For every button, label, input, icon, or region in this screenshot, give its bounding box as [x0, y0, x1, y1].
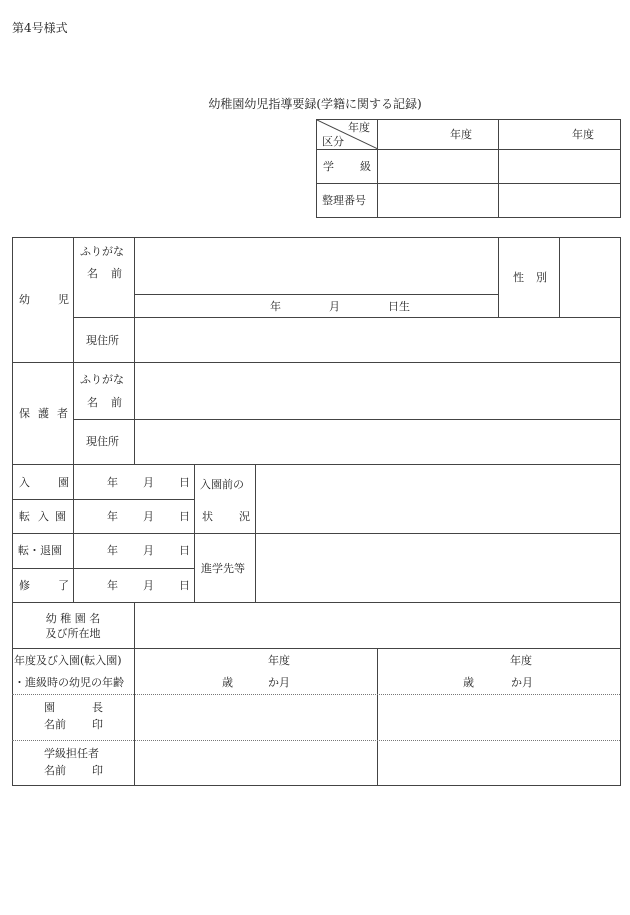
child-name-field[interactable] [135, 238, 498, 294]
complete-label-2: 了 [58, 579, 69, 592]
entry-month: 月 [143, 476, 154, 489]
teacher-field-1[interactable] [135, 741, 377, 785]
complete-day: 日 [179, 579, 190, 592]
withdraw-month: 月 [143, 544, 154, 557]
sex-label-1: 性 [513, 271, 524, 284]
transfer-day: 日 [179, 510, 190, 523]
age-year-1: 年度 [268, 654, 290, 667]
col2-year: 年度 [572, 128, 594, 141]
age-year-2: 年度 [510, 654, 532, 667]
principal-label-2: 長 [92, 701, 103, 714]
col1-year: 年度 [450, 128, 472, 141]
serial-label: 整理番号 [322, 194, 366, 207]
next-school-field[interactable] [256, 534, 620, 602]
child-address-label: 現住所 [86, 334, 119, 347]
age-months-2: か月 [511, 676, 533, 689]
form-number: 第4号様式 [12, 21, 68, 35]
child-furigana-label: ふりがな [80, 245, 124, 258]
principal-seal-label: 印 [92, 718, 103, 731]
birth-year: 年 [270, 300, 281, 313]
withdraw-day: 日 [179, 544, 190, 557]
sex-field[interactable] [560, 238, 620, 317]
age-years-1: 歳 [222, 676, 233, 689]
transfer-in-label-1: 転 [19, 510, 30, 523]
class-label-2: 級 [360, 160, 371, 173]
birth-month: 月 [329, 300, 340, 313]
complete-label-1: 修 [19, 579, 30, 592]
age-label-2: ・進級時の幼児の年齢 [14, 676, 124, 689]
teacher-field-2[interactable] [378, 741, 620, 785]
child-name-label-2: 前 [111, 267, 122, 280]
guardian-label-1: 保 [19, 407, 30, 420]
pre-status-field[interactable] [256, 465, 620, 533]
age-years-2: 歳 [463, 676, 474, 689]
principal-field-1[interactable] [135, 695, 377, 740]
withdraw-label: 転・退園 [18, 544, 62, 557]
class-field-2[interactable] [499, 150, 620, 183]
transfer-month: 月 [143, 510, 154, 523]
transfer-year: 年 [107, 510, 118, 523]
serial-field-2[interactable] [499, 184, 620, 217]
page-title: 幼稚園幼児指導要録(学籍に関する記録) [208, 97, 422, 111]
principal-label-1: 園 [44, 701, 55, 714]
division-label: 区分 [322, 135, 344, 148]
complete-year: 年 [107, 579, 118, 592]
kindergarten-field[interactable] [135, 603, 620, 648]
teacher-seal-label: 印 [92, 764, 103, 777]
next-school-label: 進学先等 [201, 562, 245, 575]
guardian-name-label-2: 前 [111, 396, 122, 409]
serial-field-1[interactable] [378, 184, 498, 217]
guardian-name-label-1: 名 [87, 396, 98, 409]
age-label-1: 年度及び入園(転入園) [14, 654, 122, 667]
child-label-2: 児 [58, 293, 69, 306]
withdraw-year: 年 [107, 544, 118, 557]
principal-name-label: 名前 [44, 718, 66, 731]
guardian-name-field[interactable] [135, 363, 620, 419]
pre-status-label-1: 入園前の [200, 478, 244, 491]
teacher-name-label: 名前 [44, 764, 66, 777]
kindergarten-label-2: 及び所在地 [45, 627, 101, 640]
class-label-1: 学 [323, 160, 334, 173]
guardian-address-label: 現住所 [86, 435, 119, 448]
transfer-in-label-2: 入 [38, 510, 49, 523]
child-name-label-1: 名 [87, 267, 98, 280]
entry-label-2: 園 [58, 476, 69, 489]
principal-field-2[interactable] [378, 695, 620, 740]
birth-day: 日生 [388, 300, 410, 313]
entry-label-1: 入 [19, 476, 30, 489]
teacher-label: 学級担任者 [44, 747, 99, 760]
pre-status-label-3: 況 [239, 510, 250, 523]
sex-label-2: 別 [536, 271, 547, 284]
complete-month: 月 [143, 579, 154, 592]
child-address-field[interactable] [135, 318, 620, 362]
guardian-label-2: 護 [38, 407, 49, 420]
year-label: 年度 [348, 121, 370, 134]
guardian-address-field[interactable] [135, 420, 620, 464]
entry-year: 年 [107, 476, 118, 489]
child-label-1: 幼 [19, 293, 30, 306]
transfer-in-label-3: 園 [55, 510, 66, 523]
class-field-1[interactable] [378, 150, 498, 183]
kindergarten-label-1: 幼 稚 園 名 [45, 612, 101, 625]
entry-day: 日 [179, 476, 190, 489]
age-months-1: か月 [268, 676, 290, 689]
guardian-label-3: 者 [57, 407, 68, 420]
guardian-furigana-label: ふりがな [80, 373, 124, 386]
pre-status-label-2: 状 [202, 510, 213, 523]
